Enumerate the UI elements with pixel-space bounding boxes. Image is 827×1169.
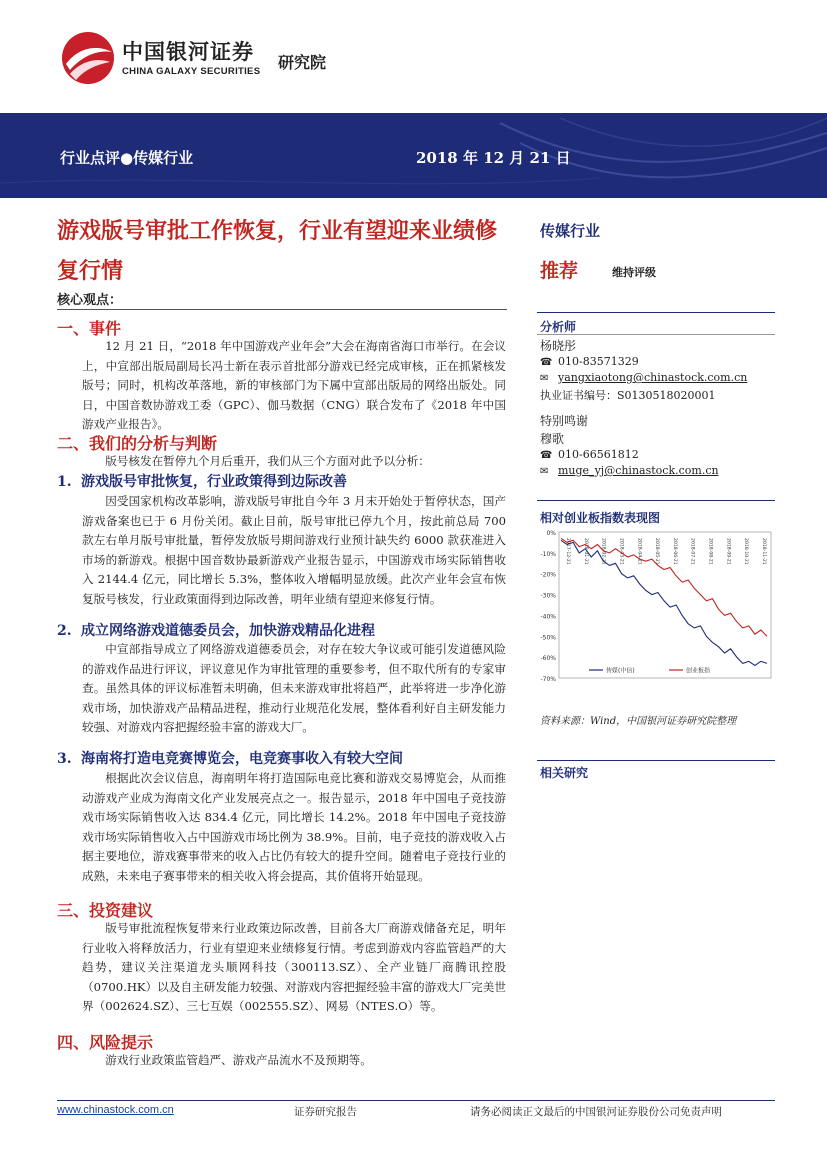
series-line-1 (561, 538, 767, 636)
risk-paragraph: 游戏行业政策监管趋严、游戏产品流水不及预期等。 (105, 1053, 372, 1067)
subsection-number: 1. (57, 474, 72, 490)
phone-icon: ☎ (540, 450, 553, 461)
analysis-intro: 版号核发在暂停九个月后重开，我们从三个方面对此予以分析： (105, 454, 430, 468)
subsection-heading-1 (57, 471, 347, 491)
thanks-name: 穆歌 (540, 432, 565, 446)
x-tick-label: 2018-02-21 (600, 538, 606, 565)
x-tick-label: 2018-08-21 (707, 538, 713, 565)
subsection-heading-2 (57, 620, 375, 640)
subsection-paragraph-2: 中宣部指导成立了网络游戏道德委员会，对存在较大争议或可能引发道德风险的游戏作品进行评议，评议意见作为审批管理的重要参考，但不取代所有的专家审查。虽然具体的评议标准暂未明确，但未来游戏审批将趋严，此举将进一步净化游戏市场，加快游戏产品精品进程，推动行业规范化发展，整体看利好自主研发能力较强、对游戏内容把握经验丰富的游戏大厂。 (82, 642, 506, 735)
y-tick-label: -40% (540, 613, 556, 621)
rating-maintain-label: 维持评级 (612, 266, 656, 279)
x-tick-label: 2018-05-21 (654, 538, 660, 565)
report-banner (0, 113, 827, 198)
x-tick-label: 2018-06-21 (671, 538, 677, 565)
x-tick-label: 2018-03-21 (618, 538, 624, 565)
sidebar-divider (537, 500, 775, 501)
thanks-phone: 010-66561812 (558, 448, 639, 461)
event-paragraph: 12 月 21 日，“2018 年中国游戏产业年会”大会在海南省海口市举行。在会议上，中宣部出版局副局长冯士新在表示首批部分游戏已经完成审核，正在抓紧核发版号；同时，机构改革落地，新的审核部门为下属中宣部出版局的网络出版处。同日，中国音数协游戏工委（GPC）、伽马数据（CNG）联合发布了《2018 年中国游戏产业报告》。 (82, 339, 506, 432)
chart-plot-frame (559, 532, 771, 678)
analyst-phone: 010-83571329 (558, 355, 639, 368)
section-heading-analysis: 二、我们的分析与判断 (57, 434, 218, 453)
analyst-email-row (540, 371, 747, 384)
y-tick-label: -70% (540, 676, 556, 683)
x-tick-label: 2018-01-21 (582, 538, 588, 565)
analyst-name: 杨晓彤 (540, 339, 577, 353)
report-title: 游戏版号审批工作恢复，行业有望迎来业绩修复行情 (57, 219, 498, 284)
y-tick-label: -20% (540, 571, 556, 579)
investment-paragraph: 版号审批流程恢复带来行业政策边际改善，目前各大厂商游戏储备充足，明年行业收入将释放活力，行业有望迎来业绩修复行情。考虑到游戏内容监管趋严的大趋势，建议关注渠道龙头顺网科技（300113.SZ）、全产业链厂商腾讯控股（0700.HK）以及自主研发能力较强、对游戏内容把握经验丰富的游戏大厂完美世界（002624.SZ）、三七互娱（002555.SZ）、网易（NTES.O）等。 (82, 921, 506, 1014)
relative-performance-chart (537, 528, 775, 708)
x-tick-label: 2018-11-21 (761, 538, 766, 565)
subsection-number: 2. (57, 623, 72, 639)
core-view-label: 核心观点： (57, 293, 123, 308)
section-heading-risk: 四、风险提示 (57, 1033, 154, 1052)
footer-disclaimer: 请务必阅读正文最后的中国银河证券股份公司免责声明 (470, 1106, 722, 1118)
y-tick-label: -60% (540, 655, 556, 663)
chart-source: 资料来源：Wind，中国银河证券研究院整理 (540, 716, 737, 727)
section-heading-event: 一、事件 (57, 319, 122, 338)
analyst-label: 分析师 (540, 320, 577, 334)
rating-badge: 推荐 (540, 260, 579, 282)
x-tick-label: 2018-04-21 (636, 538, 642, 565)
thanks-email-row (540, 464, 719, 477)
thanks-email-link[interactable]: muge_yj@chinastock.com.cn (558, 464, 719, 477)
subsection-title: 海南将打造电竞赛博览会，电竞赛事收入有较大空间 (81, 751, 403, 767)
galaxy-logo-icon (60, 30, 116, 86)
footer-divider (57, 1100, 775, 1101)
x-tick-label: 2018-09-21 (725, 538, 731, 565)
x-tick-label: 2018-07-21 (689, 538, 695, 565)
section-heading-investment: 三、投资建议 (57, 901, 154, 920)
subsection-paragraph-1: 因受国家机构改革影响，游戏版号审批自今年 3 月末开始处于暂停状态，国产游戏备案也已于 6 月份关闭。截止目前，版号审批已停九个月，按此前总局 700 款左右单月版号审批量，暂停发放版号期间游戏行业预计缺失约 6000 款获准进入市场的新游戏。根据中国音数协最新游戏产业报告显示，中国游戏市场实际销售收入 2144.4 亿元，同比增长 5.3%，整体收入增幅明显放缓。此次产业年会宣布恢复版号核发，行业政策面得到边际改善，明年业绩有望迎来修复行情。 (82, 494, 506, 606)
subsection-number: 3. (57, 751, 72, 767)
sidebar-divider (537, 334, 775, 335)
y-tick-label: -10% (540, 550, 556, 558)
analyst-certificate: 执业证书编号：S0130518020001 (540, 389, 716, 402)
report-category: 行业点评●传媒行业 (60, 149, 194, 167)
sidebar-divider (537, 760, 775, 761)
sidebar-industry: 传媒行业 (540, 222, 601, 240)
footer-report-type: 证券研究报告 (294, 1106, 357, 1118)
subsection-paragraph-3: 根据此次会议信息，海南明年将打造国际电竞比赛和游戏交易博览会，从而推动游戏产业成为海南文化产业发展亮点之一。报告显示，2018 年中国电子竞技游戏市场实际销售收入达 834.4 亿元，同比增长 14.2%。2018 年中国电子竞技游戏市场实际销售收入占中国游戏市场比例为 38.9%。目前，电子竞技的游戏收入占据主要地位，游戏赛事带来的收入占比仍有较大的提升空间。随着电子竞技行业的成熟，未来电子赛事带来的相关收入将会提高，其价值将开始显现。 (82, 771, 506, 883)
analyst-phone-row (540, 355, 639, 368)
thanks-phone-row (540, 448, 639, 461)
legend-label: 传媒(中信) (606, 667, 635, 675)
related-research-label: 相关研究 (540, 766, 589, 780)
x-tick-label: 2017-12-21 (565, 538, 570, 565)
analyst-email-link[interactable]: yangxiaotong@chinastock.com.cn (558, 371, 748, 384)
subsection-title: 游戏版号审批恢复，行业政策得到边际改善 (81, 474, 347, 490)
phone-icon: ☎ (540, 357, 553, 368)
x-tick-label: 2018-10-21 (743, 538, 749, 565)
website-link[interactable]: www.chinastock.com.cn (57, 1104, 174, 1116)
logo-english-name: CHINA GALAXY SECURITIES (122, 66, 261, 77)
thanks-label: 特别鸣谢 (540, 414, 589, 428)
research-institute-label: 研究院 (278, 53, 327, 72)
company-logo (60, 30, 360, 90)
mail-icon: ✉ (540, 466, 549, 477)
y-tick-label: -30% (540, 592, 556, 600)
divider (57, 309, 507, 310)
logo-chinese-name: 中国银河证券 (122, 40, 254, 64)
report-date: 2018 年 12 月 21 日 (416, 149, 571, 167)
y-tick-label: 0% (546, 530, 556, 537)
legend-label: 创业板指 (686, 667, 711, 675)
chart-title: 相对创业板指数表现图 (540, 511, 661, 525)
series-line-0 (561, 540, 767, 665)
sidebar-divider (537, 312, 775, 313)
mail-icon: ✉ (540, 373, 549, 384)
subsection-title: 成立网络游戏道德委员会，加快游戏精品化进程 (81, 623, 375, 639)
y-tick-label: -50% (540, 634, 556, 642)
subsection-heading-3 (57, 748, 403, 768)
